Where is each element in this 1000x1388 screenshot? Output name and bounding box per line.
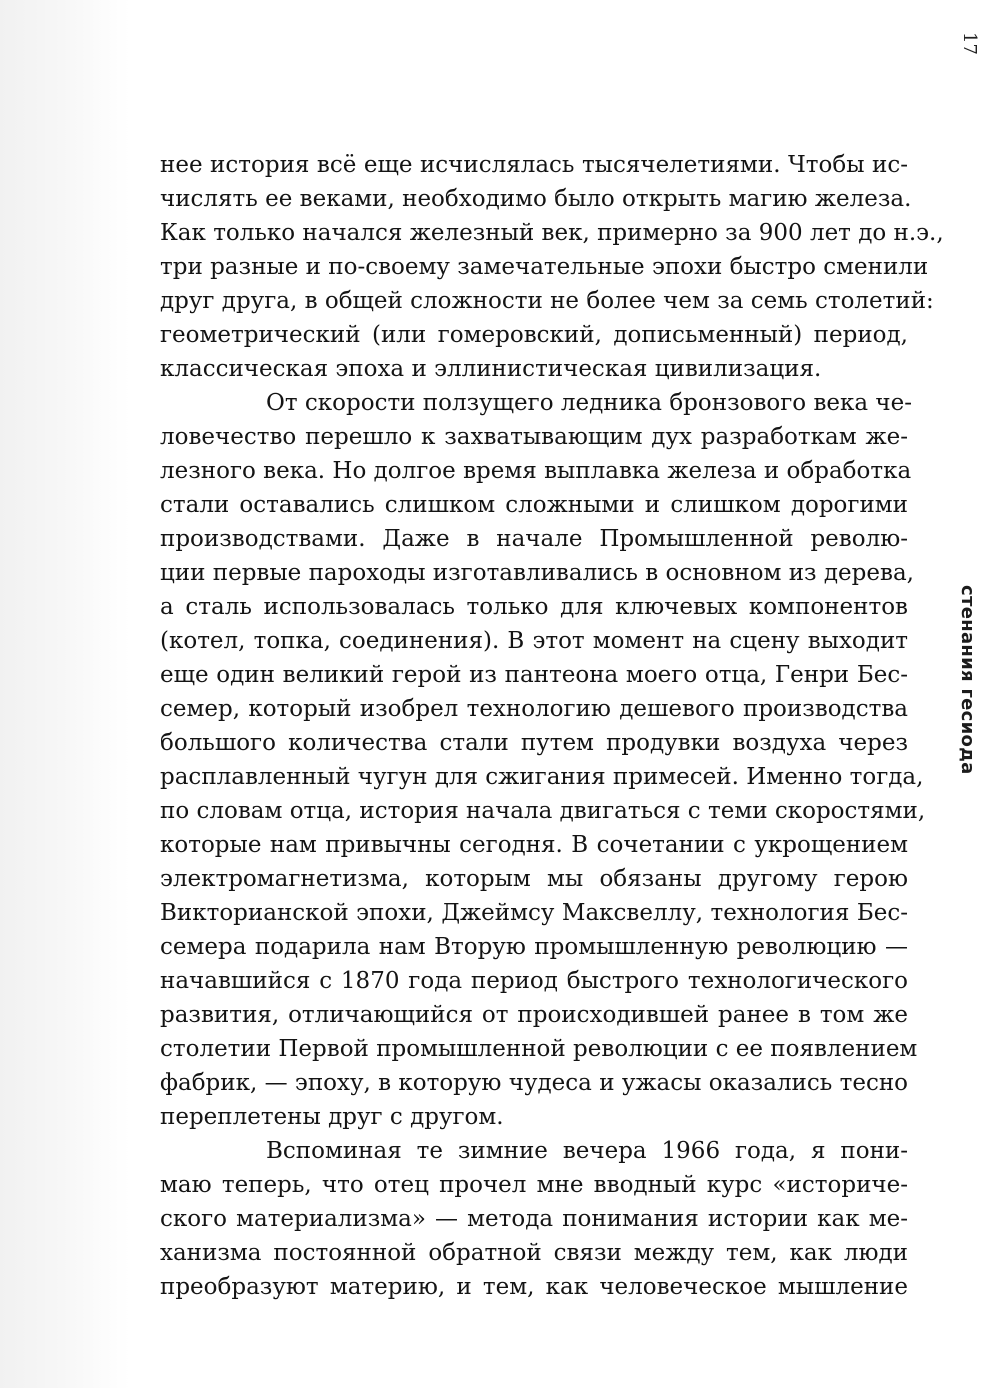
text-line: которые нам привычны сегодня. В сочетании с укрощением: [160, 832, 908, 858]
text-line: ловечество перешло к захватывающим дух разработкам же-: [160, 424, 908, 450]
paragraph-2: [160, 386, 926, 1134]
text-line: стали оставались слишком сложными и слишком дорогими: [160, 492, 908, 518]
text-line: маю теперь, что отец прочел мне вводный курс «историче-: [160, 1172, 908, 1198]
text-line: большого количества стали путем продувки воздуха через: [160, 730, 908, 756]
running-head: стенания гесиода: [957, 585, 978, 775]
text-line: геометрический (или гомеровский, дописьменный) период,: [160, 322, 908, 348]
text-line: (котел, топка, соединения). В этот момент на сцену выходит: [160, 628, 908, 654]
text-line: три разные и по-своему замечательные эпохи быстро сменили: [160, 254, 929, 280]
text-line: электромагнетизма, которым мы обязаны другому герою: [160, 866, 908, 892]
text-line: друг друга, в общей сложности не более чем за семь столетий:: [160, 288, 934, 314]
text-line: фабрик, — эпоху, в которую чудеса и ужасы оказались тесно: [160, 1070, 908, 1096]
text-line: преобразуют материю, и тем, как человеческое мышление: [160, 1274, 908, 1300]
body-text: [160, 148, 944, 1304]
text-line: классическая эпоха и эллинистическая цивилизация.: [160, 356, 822, 382]
text-line: числять ее веками, необходимо было открыть магию железа.: [160, 186, 912, 212]
gutter-shadow: [0, 0, 130, 1388]
text-line: расплавленный чугун для сжигания примесей. Именно тогда,: [160, 764, 924, 790]
text-line: развития, отличающийся от происходившей ранее в том же: [160, 1002, 908, 1028]
text-line: а сталь использовалась только для ключевых компонентов: [160, 594, 908, 620]
text-line: Вспоминая те зимние вечера 1966 года, я пони-: [266, 1138, 908, 1164]
text-line: Викторианской эпохи, Джеймсу Максвеллу, технология Бес-: [160, 900, 908, 926]
paragraph-3: [160, 1134, 908, 1304]
text-line: ского материализма» — метода понимания истории как ме-: [160, 1206, 908, 1232]
text-line: по словам отца, история начала двигаться с теми скоростями,: [160, 798, 926, 824]
page-number: 17: [959, 32, 980, 55]
text-line: ции первые пароходы изготавливались в основном из дерева,: [160, 560, 914, 586]
text-line: семер, который изобрел технологию дешевого производства: [160, 696, 908, 722]
paragraph-1: [160, 148, 944, 386]
text-line: Как только начался железный век, примерно за 900 лет до н.э.,: [160, 220, 944, 246]
text-line: производствами. Даже в начале Промышленной револю-: [160, 526, 908, 552]
text-line: столетии Первой промышленной революции с ее появлением: [160, 1036, 918, 1062]
text-line: нее история всё еще исчислялась тысячелетиями. Чтобы ис-: [160, 152, 908, 178]
text-line: лезного века. Но долгое время выплавка железа и обработка: [160, 458, 912, 484]
text-line: семера подарила нам Вторую промышленную революцию —: [160, 934, 908, 960]
text-line: еще один великий герой из пантеона моего отца, Генри Бес-: [160, 662, 908, 688]
text-line: ханизма постоянной обратной связи между тем, как люди: [160, 1240, 908, 1266]
text-line: От скорости ползущего ледника бронзового века че-: [266, 390, 913, 416]
text-line: переплетены друг с другом.: [160, 1104, 504, 1130]
text-line: начавшийся с 1870 года период быстрого технологического: [160, 968, 908, 994]
